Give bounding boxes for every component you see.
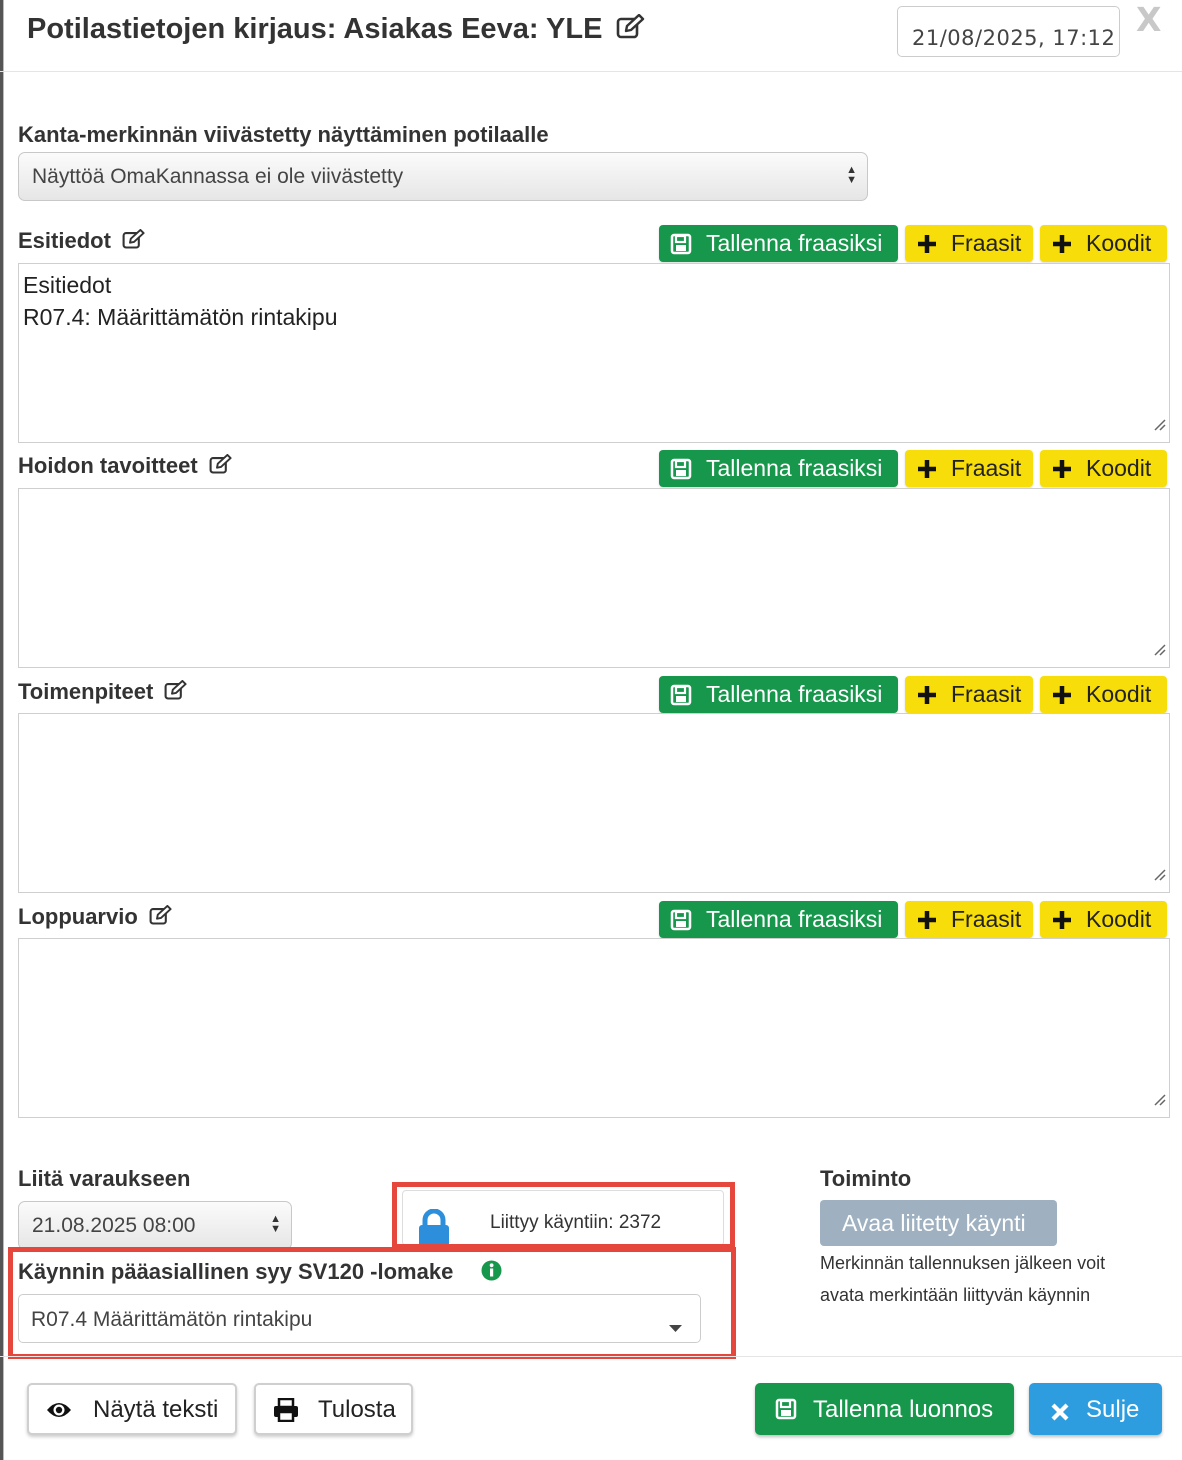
save-phrase-label: Tallenna fraasiksi	[706, 906, 883, 932]
floppy-disk-icon	[670, 233, 692, 261]
save-phrase-label: Tallenna fraasiksi	[706, 230, 883, 256]
close-label: Sulje	[1086, 1396, 1140, 1423]
section-label-text: Toimenpiteet	[18, 679, 154, 704]
plus-icon	[916, 909, 938, 937]
linked-visit-text: Liittyy käyntiin: 2372	[490, 1212, 662, 1233]
open-linked-visit-label: Avaa liitetty käynti	[842, 1210, 1026, 1236]
plus-icon	[1051, 458, 1073, 486]
section-label-text: Esitiedot	[18, 228, 111, 253]
section-label-toimenpiteet	[18, 679, 188, 707]
section-label-loppuarvio	[18, 904, 173, 932]
visit-reason-value: R07.4 Määrittämätön rintakipu	[31, 1308, 313, 1331]
floppy-disk-icon	[670, 458, 692, 486]
codes-button[interactable]	[1040, 676, 1167, 713]
eye-icon	[46, 1399, 72, 1427]
loppuarvio-textarea[interactable]	[18, 938, 1170, 1118]
resize-grip-icon[interactable]	[1152, 857, 1166, 889]
phrases-label: Fraasit	[951, 681, 1022, 707]
plus-icon	[1051, 684, 1073, 712]
highlight-box	[8, 1247, 736, 1359]
codes-label: Koodit	[1086, 230, 1152, 256]
dialog-title	[27, 13, 646, 48]
dialog-title-text: Potilastietojen kirjaus: Asiakas Eeva: YLE	[27, 13, 603, 45]
select-updown-icon: ▲ ▼	[270, 1213, 281, 1235]
close-button[interactable]	[1029, 1383, 1162, 1435]
edit-icon[interactable]	[122, 229, 146, 256]
select-updown-icon: ▲ ▼	[846, 164, 857, 186]
phrases-label: Fraasit	[951, 906, 1022, 932]
save-phrase-label: Tallenna fraasiksi	[706, 681, 883, 707]
phrases-button[interactable]	[905, 901, 1033, 938]
resize-grip-icon[interactable]	[1152, 407, 1166, 439]
plus-icon	[916, 458, 938, 486]
floppy-disk-icon	[670, 684, 692, 712]
plus-icon	[916, 684, 938, 712]
esitiedot-textarea[interactable]	[18, 263, 1170, 443]
phrases-button[interactable]	[905, 450, 1033, 487]
save-draft-button[interactable]	[755, 1383, 1014, 1435]
visit-reason-label-text: Käynnin pääasiallinen syy SV120 -lomake	[18, 1259, 454, 1284]
save-phrase-label: Tallenna fraasiksi	[706, 455, 883, 481]
save-phrase-button[interactable]	[659, 450, 898, 487]
edit-icon[interactable]	[616, 14, 646, 48]
highlight-box	[392, 1182, 735, 1249]
section-label-esitiedot	[18, 228, 146, 256]
phrases-label: Fraasit	[951, 230, 1022, 256]
kanta-delay-value: Näyttöä OmaKannassa ei ole viivästetty	[32, 165, 404, 188]
floppy-disk-icon	[775, 1398, 797, 1427]
codes-label: Koodit	[1086, 906, 1152, 932]
edit-icon[interactable]	[164, 680, 188, 707]
codes-button[interactable]	[1040, 901, 1167, 938]
section-label-hoidon-tavoitteet	[18, 453, 233, 481]
codes-button[interactable]	[1040, 450, 1167, 487]
codes-button[interactable]	[1040, 225, 1167, 262]
section-label-text: Hoidon tavoitteet	[18, 453, 198, 478]
booking-value: 21.08.2025 08:00	[32, 1214, 196, 1237]
action-help-line1: Merkinnän tallennuksen jälkeen voit	[820, 1253, 1106, 1273]
phrases-button[interactable]	[905, 676, 1033, 713]
codes-label: Koodit	[1086, 455, 1152, 481]
phrases-label: Fraasit	[951, 455, 1022, 481]
kanta-delay-label: Kanta-merkinnän viivästetty näyttäminen potilaalle	[18, 122, 549, 147]
open-linked-visit-button[interactable]	[820, 1200, 1057, 1246]
close-icon[interactable]: X	[1136, 0, 1162, 39]
resize-grip-icon[interactable]	[1152, 1082, 1166, 1114]
plus-icon	[1051, 909, 1073, 937]
datetime-field[interactable]: 21/08/2025, 17:12	[897, 6, 1120, 57]
show-text-label: Näytä teksti	[93, 1396, 219, 1423]
action-help-line2: avata merkintään liittyvän käynnin	[820, 1285, 1091, 1305]
edit-icon[interactable]	[209, 454, 233, 481]
hoidon-tavoitteet-textarea[interactable]	[18, 488, 1170, 668]
toimenpiteet-textarea[interactable]	[18, 713, 1170, 893]
print-label: Tulosta	[318, 1396, 396, 1423]
save-draft-label: Tallenna luonnos	[813, 1396, 994, 1423]
phrases-button[interactable]	[905, 225, 1033, 262]
kanta-delay-select[interactable]	[18, 152, 868, 201]
floppy-disk-icon	[670, 909, 692, 937]
close-icon	[1051, 1400, 1069, 1428]
printer-icon	[273, 1398, 299, 1429]
action-label: Toiminto	[820, 1166, 912, 1191]
window-left-edge-shadow	[3, 0, 4, 1460]
edit-icon[interactable]	[149, 905, 173, 932]
show-text-button[interactable]	[27, 1383, 237, 1435]
save-phrase-button[interactable]	[659, 225, 898, 262]
footer-divider	[0, 1356, 1182, 1357]
resize-grip-icon[interactable]	[1152, 632, 1166, 664]
section-label-text: Loppuarvio	[18, 904, 138, 929]
codes-label: Koodit	[1086, 681, 1152, 707]
save-phrase-button[interactable]	[659, 901, 898, 938]
plus-icon	[916, 233, 938, 261]
dialog-header	[0, 0, 1182, 72]
print-button[interactable]	[254, 1383, 413, 1435]
plus-icon	[1051, 233, 1073, 261]
booking-label: Liitä varaukseen	[18, 1166, 191, 1191]
booking-select[interactable]	[18, 1201, 292, 1250]
save-phrase-button[interactable]	[659, 676, 898, 713]
esitiedot-content: Esitiedot R07.4: Määrittämätön rintakipu	[23, 272, 338, 330]
